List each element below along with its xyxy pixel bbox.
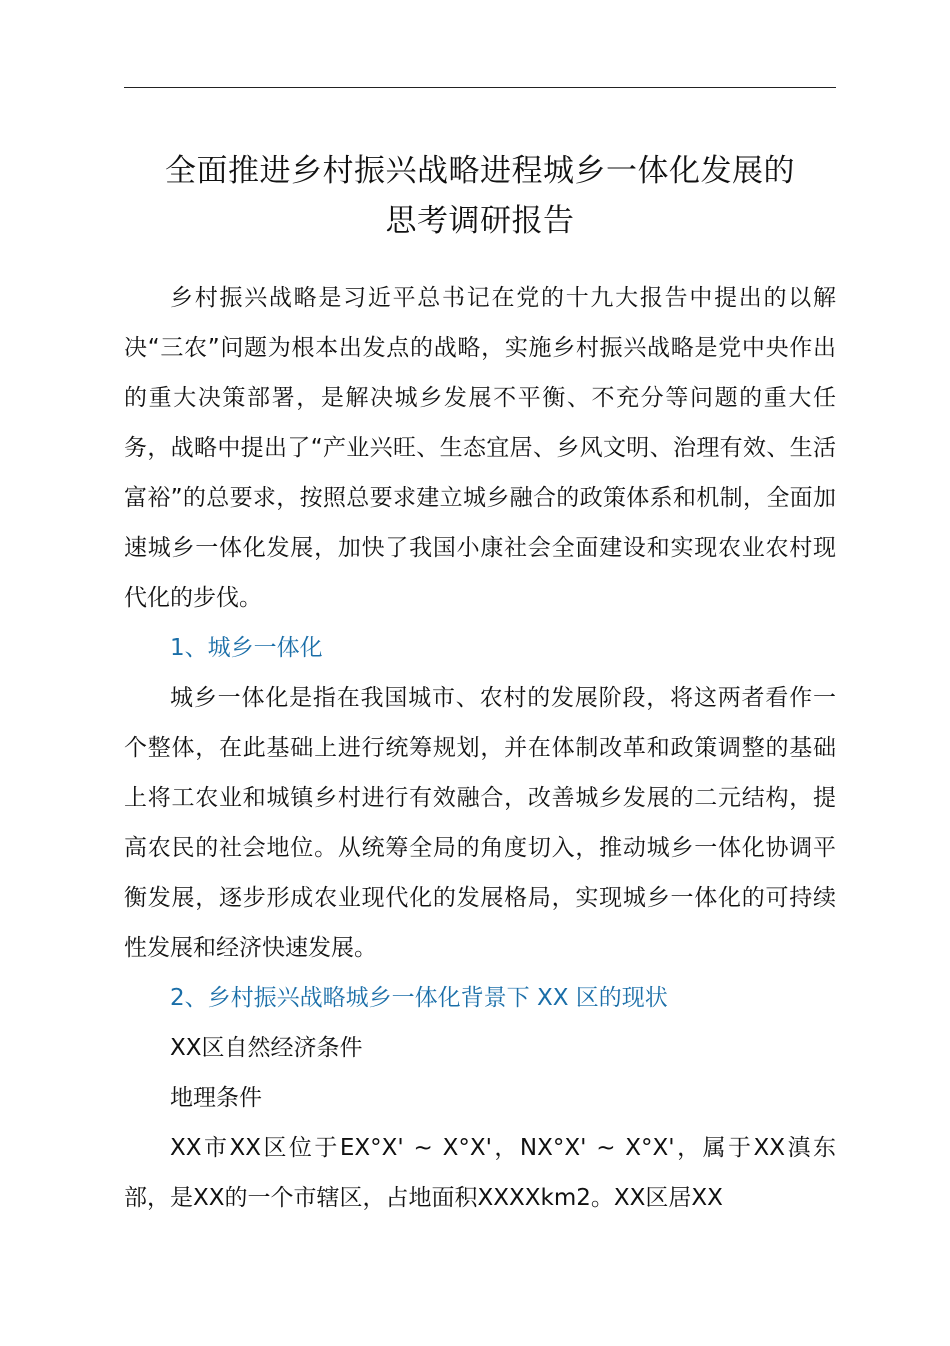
- title-line-2: 思考调研报告: [385, 203, 575, 239]
- header-rule: [124, 87, 836, 88]
- intro-paragraph: 乡村振兴战略是习近平总书记在党的十九大报告中提出的以解决“三农”问题为根本出发点的战略，实施乡村振兴战略是党中央作出的重大决策部署，是解决城乡发展不平衡、不充分等问题的重大任务，战略中提出了“产业兴旺、生态宜居、乡风文明、治理有效、生活富裕”的总要求，按照总要求建立城乡融合的政策体系和机制，全面加速城乡一体化发展，加快了我国小康社会全面建设和实现农业农村现代化的步伐。: [124, 285, 836, 611]
- document-body: [124, 273, 836, 1223]
- subheading-natural-economic: XX区自然经济条件: [170, 1035, 363, 1061]
- page-title: [110, 146, 850, 246]
- subheading-geography: 地理条件: [170, 1085, 262, 1111]
- geography-paragraph: XX市XX区位于EX°X' ~ X°X'，NX°X' ~ X°X'，属于XX滇东部，是XX的一个市辖区，占地面积XXXXkm2。XX区居XX: [124, 1135, 836, 1211]
- section-1-heading: 1、城乡一体化: [170, 635, 323, 661]
- section-1-paragraph: 城乡一体化是指在我国城市、农村的发展阶段，将这两者看作一个整体，在此基础上进行统筹规划，并在体制改革和政策调整的基础上将工农业和城镇乡村进行有效融合，改善城乡发展的二元结构，提高农民的社会地位。从统筹全局的角度切入，推动城乡一体化协调平衡发展，逐步形成农业现代化的发展格局，实现城乡一体化的可持续性发展和经济快速发展。: [124, 685, 836, 961]
- title-line-1: 全面推进乡村振兴战略进程城乡一体化发展的: [165, 153, 795, 189]
- section-2-heading: 2、乡村振兴战略城乡一体化背景下 XX 区的现状: [170, 985, 668, 1011]
